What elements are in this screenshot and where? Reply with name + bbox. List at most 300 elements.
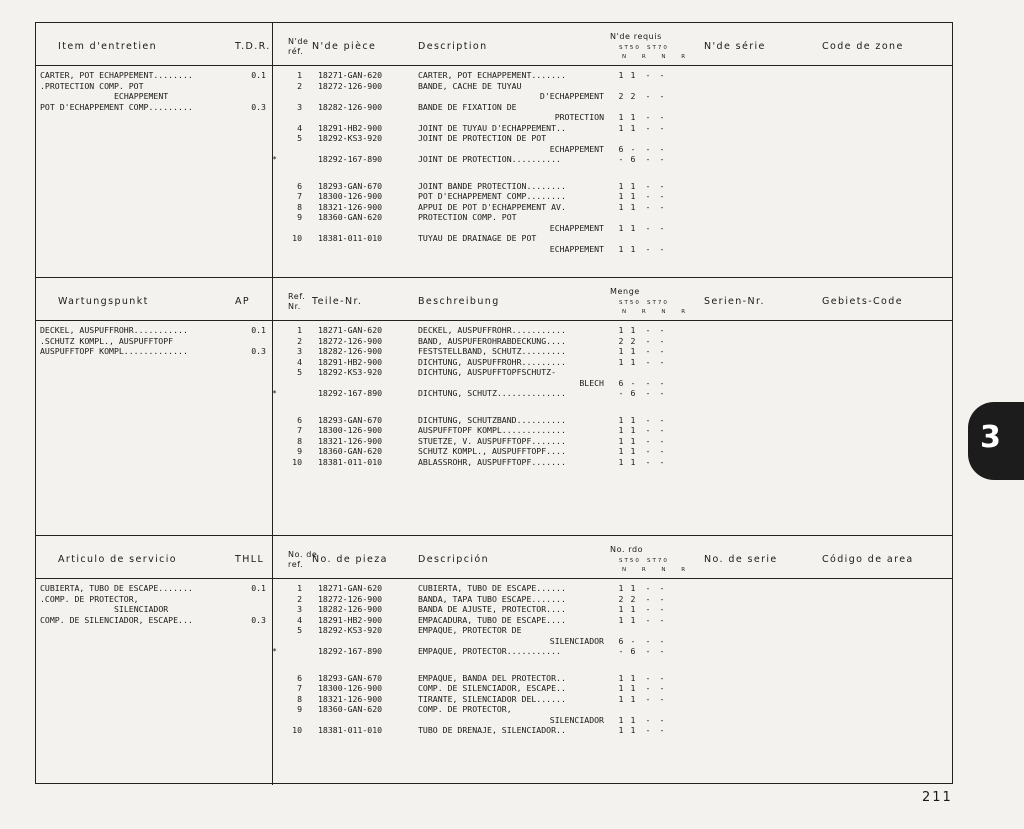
parts-row [274,457,694,468]
st70-label: ST70 [647,45,669,51]
part-description: BANDA, TAPA TUBO ESCAPE....... [418,593,566,604]
part-number: 18292-167-890 [318,154,383,164]
parts-row [274,244,694,255]
quantity-cell: 2 [618,593,624,604]
ref-number: 2 [297,335,302,346]
parts-row [274,725,694,736]
quantity-cell: 1 [618,122,624,133]
st70-label: ST70 [647,558,669,564]
quantity-cell: 2 [618,335,624,346]
quantity-cell: 1 [618,222,624,233]
ref-number: 4 [297,122,302,133]
part-number: 18272-126-900 [318,593,383,604]
quantity-cell: 1 [618,201,624,212]
quantity-cell: - [645,425,651,435]
time-value: 0.1 [251,583,266,593]
parts-row [274,436,694,447]
quantity-header: No. rdo [610,545,644,554]
area-code-header: Gebiets-Code [822,296,903,307]
serial-number-header: Serien-Nr. [704,296,765,307]
quantity-cell: - [659,222,665,233]
part-description: STUETZE, V. AUSPUFFTOPF....... [418,435,566,446]
quantity-cell: - [645,446,651,456]
quantity-cell: 1 [630,325,636,335]
quantity-cell: - [659,91,665,101]
quantity-cell: - [645,201,651,212]
quantity-cell: - [659,180,665,191]
ref-number: 7 [297,683,302,693]
quantity-cell: - [645,672,651,683]
item-column-divider [272,278,273,535]
parts-row [274,636,694,647]
parts-row [274,144,694,155]
parts-row [274,81,694,92]
part-description: DICHTUNG, AUSPUFFTOPFSCHUTZ- [418,367,557,377]
quantity-cell: 1 [618,714,624,725]
parts-row [274,694,694,705]
parts-row [274,446,694,457]
quantity-cell: 1 [618,70,624,80]
ref-number: 10 [292,725,302,735]
ref-header-top: No. de [288,550,318,559]
part-number: 18360-GAN-620 [318,704,383,714]
quantity-cell: 1 [630,222,636,233]
ref-header-bottom: Nr. [288,302,301,311]
quantity-cell: - [645,335,651,346]
quantity-cell: 1 [618,604,624,614]
part-number: 18271-GAN-620 [318,70,383,80]
part-description: JOINT BANDE PROTECTION........ [418,180,566,191]
parts-row [274,202,694,213]
quantity-cell: - [618,388,624,398]
parts-row [274,70,694,81]
ref-number: 3 [297,101,302,112]
ref-header-bottom: réf. [288,47,304,56]
part-description: COMP. DE PROTECTOR, [418,704,512,714]
maintenance-items [40,325,268,357]
quantity-cell: 1 [630,201,636,212]
quantity-cell: 1 [618,672,624,683]
part-number: 18321-126-900 [318,435,383,446]
quantity-cell: 1 [618,191,624,201]
quantity-cell: - [630,635,636,646]
part-description: DICHTUNG, SCHUTZ.............. [418,388,566,398]
tdr-header: THLL [235,554,265,565]
part-description: SILENCIADOR [549,635,604,646]
ref-header-bottom: ref. [288,560,304,569]
quantity-cell: - [645,593,651,604]
quantity-cell: 1 [630,693,636,704]
part-number: 18381-011-010 [318,456,383,467]
parts-catalog-frame [35,22,953,784]
part-number: 18292-167-890 [318,646,383,656]
part-number: 18381-011-010 [318,233,383,243]
quantity-cell: 1 [618,456,624,467]
maintenance-item-text: SILENCIADOR [114,604,169,614]
part-number: 18293-GAN-670 [318,180,383,191]
quantity-cell: - [659,335,665,346]
quantity-cell: - [645,414,651,425]
quantity-cell: - [659,456,665,467]
parts-row [274,594,694,605]
quantity-cell: - [659,446,665,456]
quantity-cell: - [659,377,665,388]
time-value: 0.3 [251,101,266,112]
maintenance-item-row [40,70,268,81]
parts-row [274,425,694,436]
quantity-cell: - [645,604,651,614]
part-description: ABLASSROHR, AUSPUFFTOPF....... [418,456,566,467]
maintenance-item-row [40,102,268,113]
parts-row [274,615,694,626]
quantity-cell: - [645,456,651,467]
quantity-cell: - [645,635,651,646]
part-number: 18292-167-890 [318,388,383,398]
ref-number: 6 [297,414,302,425]
ref-header-top: N'de [288,37,309,46]
parts-row [274,378,694,389]
quantity-cell: 1 [618,425,624,435]
quantity-cell: - [645,143,651,154]
part-description: JOINT DE TUYAU D'ECHAPPEMENT.. [418,122,566,133]
parts-row [274,212,694,223]
part-description: BANDA DE AJUSTE, PROTECTOR.... [418,604,566,614]
parts-row [274,415,694,426]
parts-list [274,325,694,467]
quantity-cell: - [659,112,665,122]
quantity-cell: - [659,243,665,254]
part-number: 18282-126-900 [318,604,383,614]
quantity-cell: - [659,725,665,735]
quantity-cell: - [659,714,665,725]
parts-row [274,154,694,165]
quantity-cell: - [645,346,651,356]
ref-number: 10 [292,233,302,243]
row-spacer [274,657,694,673]
parts-row [274,133,694,144]
part-description: DICHTUNG, SCHUTZBAND.......... [418,414,566,425]
part-description: TUYAU DE DRAINAGE DE POT [418,233,537,243]
ref-number: 2 [297,593,302,604]
quantity-cell: - [659,635,665,646]
section-spanish [36,536,952,785]
part-description: SILENCIADOR [549,714,604,725]
quantity-cell: 1 [630,122,636,133]
page-number: 211 [922,790,953,805]
quantity-cell: - [618,646,624,656]
ref-number: 6 [297,180,302,191]
quantity-cell: 1 [630,725,636,735]
quantity-cell: - [645,693,651,704]
ref-number: 9 [297,446,302,456]
area-code-header: Código de area [822,554,914,565]
parts-row [274,357,694,368]
part-number: 18272-126-900 [318,80,383,91]
parts-row [274,91,694,102]
ref-number: 3 [297,604,302,614]
quantity-cell: 1 [630,435,636,446]
part-number: 18272-126-900 [318,335,383,346]
header-rule [36,65,952,66]
nr-label: N R N R [622,309,693,315]
part-number: 18300-126-900 [318,425,383,435]
quantity-cell: - [645,122,651,133]
part-description: EMPAQUE, PROTECTOR DE [418,625,522,635]
quantity-cell: - [659,356,665,367]
quantity-cell: - [659,614,665,625]
quantity-cell: 2 [618,91,624,101]
quantity-cell: - [659,583,665,593]
quantity-cell: 1 [618,693,624,704]
quantity-cell: 1 [630,356,636,367]
parts-row [274,181,694,192]
part-description: PROTECTION COMP. POT [418,212,517,222]
st50-label: ST50 [619,300,641,306]
ref-number: 9 [297,212,302,222]
ref-number: 5 [297,133,302,143]
part-number: 18381-011-010 [318,725,383,735]
maintenance-item-header: Item d'entretien [58,41,158,52]
part-number: 18291-HB2-900 [318,356,383,367]
parts-row [274,233,694,244]
variant-marker: * [272,388,277,398]
part-description: ECHAPPEMENT [549,243,604,254]
part-number: 18360-GAN-620 [318,446,383,456]
part-number: 18321-126-900 [318,201,383,212]
quantity-cell: 1 [618,614,624,625]
part-description: DICHTUNG, AUSPUFFROHR......... [418,356,566,367]
chapter-tab[interactable] [968,402,1024,480]
maintenance-item-text: CUBIERTA, TUBO DE ESCAPE....... [40,583,193,593]
quantity-cell: - [659,201,665,212]
header-rule [36,578,952,579]
parts-row [274,715,694,726]
part-number: 18292-KS3-920 [318,625,383,635]
maintenance-item-row [40,81,268,92]
quantity-cell: 1 [618,725,624,735]
quantity-cell: - [659,414,665,425]
maintenance-item-row [40,91,268,102]
part-description: DECKEL, AUSPUFFROHR........... [418,325,566,335]
ref-number: 1 [297,325,302,335]
part-number: 18360-GAN-620 [318,212,383,222]
parts-row [274,583,694,594]
parts-row [274,346,694,357]
part-description: D'ECHAPPEMENT [539,91,604,101]
part-description: TUBO DE DRENAJE, SILENCIADOR.. [418,725,566,735]
parts-list [274,70,694,254]
part-number: 18300-126-900 [318,683,383,693]
time-value: 0.1 [251,70,266,80]
part-description: BAND, AUSPUFEROHRABDECKUNG.... [418,335,566,346]
quantity-cell: - [645,683,651,693]
quantity-cell: - [659,346,665,356]
maintenance-item-row [40,325,268,336]
quantity-cell: 1 [618,583,624,593]
ref-number: 1 [297,70,302,80]
parts-row [274,191,694,202]
quantity-cell: 1 [618,180,624,191]
quantity-cell: 1 [630,604,636,614]
part-number: 18271-GAN-620 [318,583,383,593]
maintenance-item-text: COMP. DE SILENCIADOR, ESCAPE... [40,614,193,625]
part-number: 18293-GAN-670 [318,414,383,425]
parts-row [274,325,694,336]
parts-row [274,704,694,715]
quantity-cell: - [645,70,651,80]
maintenance-item-row [40,615,268,626]
quantity-cell: - [645,325,651,335]
part-number: 18282-126-900 [318,101,383,112]
quantity-cell: - [659,604,665,614]
st50-label: ST50 [619,558,641,564]
quantity-cell: - [630,377,636,388]
part-number: 18271-GAN-620 [318,325,383,335]
parts-list [274,583,694,736]
part-description: CUBIERTA, TUBO DE ESCAPE...... [418,583,566,593]
quantity-cell: - [645,614,651,625]
quantity-cell: 1 [630,672,636,683]
maintenance-item-text: .SCHUTZ KOMPL., AUSPUFFTOPF [40,335,174,346]
quantity-cell: - [645,388,651,398]
quantity-cell: - [645,243,651,254]
quantity-cell: - [659,425,665,435]
quantity-cell: - [659,693,665,704]
part-description: EMPAQUE, BANDA DEL PROTECTOR.. [418,672,566,683]
part-number: 18293-GAN-670 [318,672,383,683]
st50-label: ST50 [619,45,641,51]
quantity-cell: - [630,143,636,154]
quantity-cell: - [645,191,651,201]
part-number-header: N'de pièce [312,41,377,52]
ref-number: 8 [297,435,302,446]
quantity-cell: - [659,593,665,604]
maintenance-item-text: DECKEL, AUSPUFFROHR........... [40,325,188,335]
quantity-cell: 6 [630,154,636,164]
ref-number: 4 [297,614,302,625]
part-description: FESTSTELLBAND, SCHUTZ......... [418,346,566,356]
quantity-cell: - [645,356,651,367]
part-description: JOINT DE PROTECTION DE POT [418,133,547,143]
part-number: 18291-HB2-900 [318,122,383,133]
part-number: 18292-KS3-920 [318,367,383,377]
parts-row [274,336,694,347]
header-rule [36,320,952,321]
maintenance-item-row [40,594,268,605]
part-description: BANDE DE FIXATION DE [418,101,517,112]
quantity-cell: 1 [630,346,636,356]
maintenance-item-text: AUSPUFFTOPF KOMPL............. [40,346,188,356]
quantity-cell: 1 [630,614,636,625]
maintenance-item-row [40,336,268,347]
ref-number: 8 [297,201,302,212]
maintenance-item-text: POT D'ECHAPPEMENT COMP......... [40,101,193,112]
part-number: 18321-126-900 [318,693,383,704]
parts-row [274,625,694,636]
part-description: ECHAPPEMENT [549,143,604,154]
quantity-cell: 1 [618,112,624,122]
parts-row [274,388,694,399]
quantity-cell: 2 [630,91,636,101]
variant-marker: * [272,154,277,164]
quantity-cell: 1 [630,243,636,254]
quantity-cell: 1 [630,446,636,456]
parts-row [274,102,694,113]
item-column-divider [272,23,273,277]
chapter-tab-number: 3 [980,420,1001,455]
maintenance-item-text: CARTER, POT ECHAPPEMENT........ [40,70,193,80]
part-description: EMPAQUE, PROTECTOR........... [418,646,561,656]
ref-number: 4 [297,356,302,367]
quantity-cell: - [645,583,651,593]
time-value: 0.3 [251,346,266,356]
ref-number: 5 [297,367,302,377]
part-description: SCHUTZ KOMPL., AUSPUFFTOPF.... [418,446,566,456]
quantity-cell: - [659,683,665,693]
part-number: 18300-126-900 [318,191,383,201]
description-header: Description [418,41,488,52]
quantity-cell: - [645,435,651,446]
parts-row [274,112,694,123]
quantity-cell: 6 [618,377,624,388]
quantity-cell: 1 [630,583,636,593]
part-description: ECHAPPEMENT [549,222,604,233]
quantity-cell: - [645,714,651,725]
quantity-cell: - [659,122,665,133]
quantity-cell: - [645,91,651,101]
quantity-cell: - [645,154,651,164]
part-number-header: Teile-Nr. [312,296,363,307]
ref-number: 6 [297,672,302,683]
quantity-cell: - [645,377,651,388]
quantity-cell: 1 [618,325,624,335]
part-description: BANDE, CACHE DE TUYAU [418,80,522,91]
quantity-cell: 6 [630,388,636,398]
part-description: JOINT DE PROTECTION.......... [418,154,561,164]
quantity-cell: 1 [630,683,636,693]
quantity-cell: 1 [618,414,624,425]
tdr-header: T.D.R. [235,41,271,52]
area-code-header: Code de zone [822,41,904,52]
maintenance-item-header: Articulo de servicio [58,554,178,565]
quantity-cell: 1 [618,243,624,254]
time-value: 0.3 [251,614,266,625]
quantity-cell: - [618,154,624,164]
quantity-cell: - [659,388,665,398]
quantity-cell: 1 [618,356,624,367]
quantity-header: Menge [610,287,640,296]
quantity-cell: 1 [618,346,624,356]
maintenance-item-text: .PROTECTION COMP. POT [40,80,144,91]
quantity-cell: - [659,191,665,201]
quantity-cell: - [645,180,651,191]
ref-number: 2 [297,80,302,91]
quantity-cell: 2 [630,335,636,346]
part-number: 18291-HB2-900 [318,614,383,625]
quantity-cell: - [659,325,665,335]
quantity-cell: - [659,435,665,446]
maintenance-items [40,583,268,625]
quantity-cell: - [659,143,665,154]
parts-row [274,646,694,657]
ref-number: 5 [297,625,302,635]
description-header: Descripción [418,554,490,565]
part-description: AUSPUFFTOPF KOMPL............. [418,425,566,435]
quantity-cell: - [645,725,651,735]
quantity-cell: 1 [630,714,636,725]
quantity-cell: - [659,70,665,80]
quantity-cell: - [645,646,651,656]
